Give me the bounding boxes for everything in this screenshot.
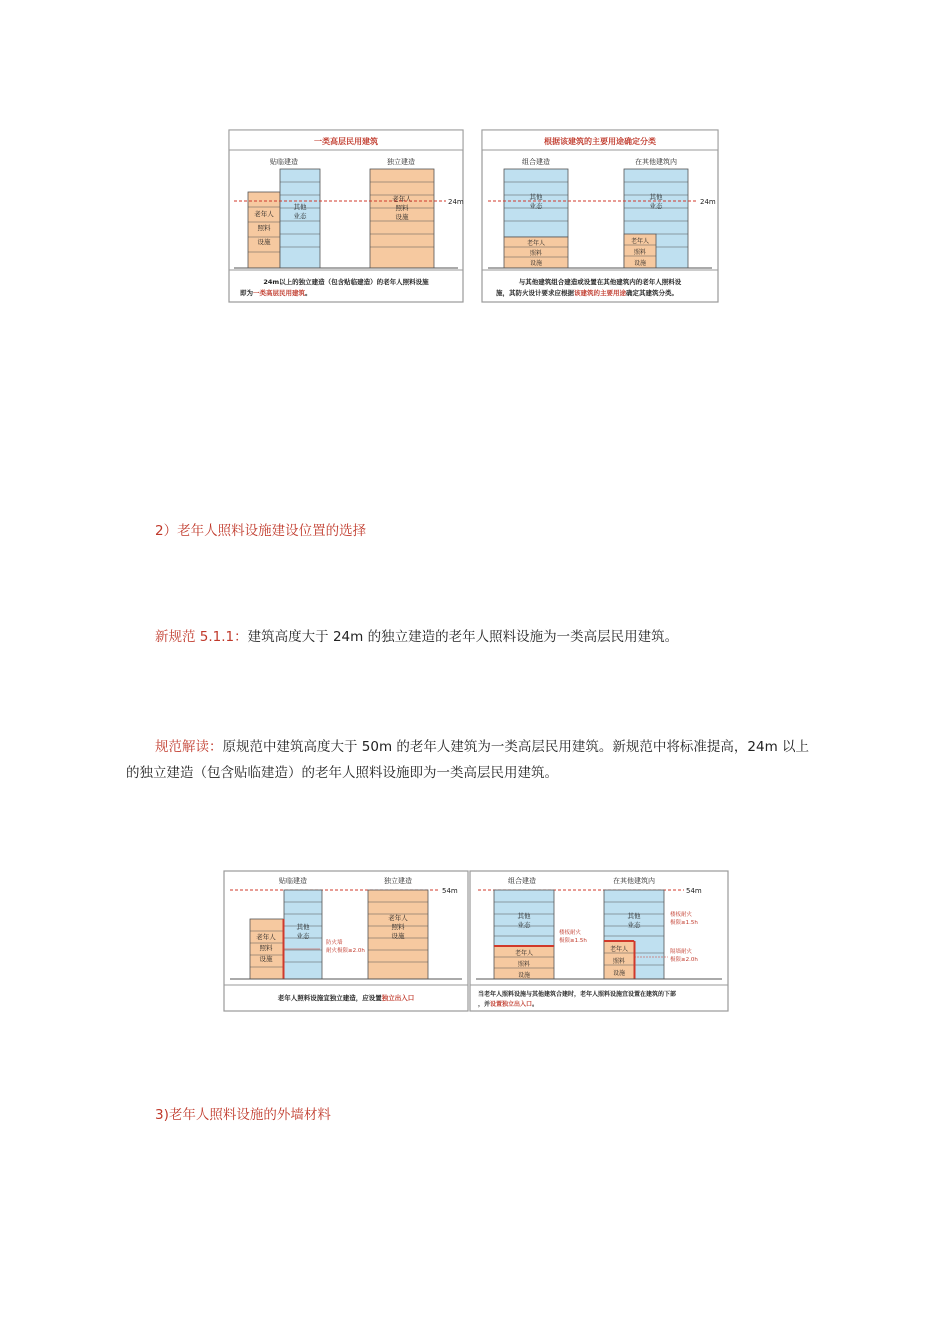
fig1-left-caption-1: 24m以上的独立建造（包含贴临建造）的老年人照料设施: [263, 278, 429, 286]
svg-text:照料: 照料: [612, 958, 626, 965]
svg-text:业态: 业态: [627, 921, 641, 929]
fig2-left-col2-label: 独立建造: [384, 877, 412, 885]
svg-text:其他: 其他: [529, 193, 543, 201]
svg-text:照料: 照料: [529, 250, 543, 257]
svg-text:业态: 业态: [293, 212, 307, 220]
section-2-heading: 2）老年人照料设施建设位置的选择: [155, 523, 367, 539]
fig1-right-col2-label: 在其他建筑内: [635, 158, 677, 166]
fig2-left-other-building: [284, 890, 322, 979]
svg-text:设施: 设施: [612, 970, 626, 977]
fig2-left-height-mark: 54m: [442, 887, 458, 895]
svg-text:老年人: 老年人: [514, 950, 534, 957]
interp-label: 规范解读：: [155, 739, 223, 755]
rule-5-1-1: [155, 624, 678, 650]
svg-text:设施: 设施: [517, 972, 531, 979]
fig1-left-other-building: [280, 169, 320, 268]
svg-text:老年人: 老年人: [609, 946, 629, 953]
fig1-left-height-mark: 24m: [448, 198, 464, 206]
svg-text:老年人: 老年人: [254, 210, 274, 218]
fig1-right-caption-2: 施，其防火设计要求应根据该建筑的主要用途确定其建筑分类。: [496, 289, 678, 297]
svg-text:设施: 设施: [257, 238, 271, 246]
interp-line-2: 的独立建造（包含贴临建造）的老年人照料设施即为一类高层民用建筑。: [126, 765, 558, 781]
svg-text:其他: 其他: [649, 193, 663, 201]
fig2-left-wall-note-1: 防火墙: [326, 940, 343, 946]
fig1-left-col2-label: 独立建造: [387, 158, 415, 166]
svg-text:设施: 设施: [633, 260, 647, 267]
svg-text:其他: 其他: [627, 912, 641, 920]
fig2-right-height-mark: 54m: [686, 887, 702, 895]
fig1-left-elder-building: [248, 192, 280, 268]
fig2-right-caption-1: 当老年人照料设施与其他建筑合建时，老年人照料设施宜设置在建筑的下部: [478, 991, 677, 998]
svg-text:业态: 业态: [649, 202, 663, 210]
svg-text:设施: 设施: [259, 955, 273, 963]
fig2-right-wall-note-2: 极限≥2.0h: [670, 957, 698, 963]
fig1-right-combined-building: [504, 169, 568, 268]
fig2-left-caption: 老年人照料设施宜独立建造，应设置独立出入口: [277, 994, 415, 1002]
svg-text:老年人: 老年人: [388, 914, 408, 922]
fig1-right-col1-label: 组合建造: [522, 158, 550, 166]
svg-text:老年人: 老年人: [256, 933, 276, 941]
svg-text:设施: 设施: [391, 932, 405, 940]
fig2-right-col1-label: 组合建造: [508, 877, 536, 885]
fig1-left-caption-2: 即为一类高层民用建筑。: [240, 289, 312, 297]
svg-text:其他: 其他: [517, 912, 531, 920]
svg-text:其他: 其他: [296, 923, 310, 931]
svg-text:业态: 业态: [529, 202, 543, 210]
svg-text:照料: 照料: [395, 204, 409, 212]
svg-text:照料: 照料: [517, 961, 531, 968]
fig1-right-caption-1: 与其他建筑组合建造或设置在其他建筑内的老年人照料设: [518, 278, 682, 286]
fig2-left-wall-note-2: 耐火极限≥2.0h: [326, 948, 365, 954]
figure-2: [222, 869, 732, 1013]
fig1-right-inside-building: [624, 169, 688, 268]
svg-text:设施: 设施: [395, 213, 409, 221]
fig2-left-independent-building: [368, 890, 428, 979]
svg-text:老年人: 老年人: [392, 195, 412, 203]
fig1-right-height-mark: 24m: [700, 198, 716, 206]
fig2-left-col1-label: 贴临建造: [279, 877, 307, 885]
fig1-left-title: 一类高层民用建筑: [314, 137, 378, 146]
fig2-right-floor-note2-1: 楼板耐火: [670, 912, 693, 918]
rule-text: 建筑高度大于 24m 的独立建造的老年人照料设施为一类高层民用建筑。: [247, 629, 679, 645]
svg-text:照料: 照料: [391, 923, 405, 931]
svg-text:其他: 其他: [293, 203, 307, 211]
svg-text:老年人: 老年人: [630, 238, 650, 245]
svg-text:老年人: 老年人: [526, 240, 546, 247]
fig1-left-col1-label: 贴临建造: [270, 158, 298, 166]
svg-text:业态: 业态: [517, 921, 531, 929]
svg-text:照料: 照料: [259, 944, 273, 952]
fig2-right-floor-note-1: 楼板耐火: [559, 930, 582, 936]
fig2-right-wall-note-1: 隔墙耐火: [670, 949, 693, 955]
section-3-heading: 3)老年人照料设施的外墙材料: [155, 1107, 331, 1123]
rule-label: 新规范 5.1.1：: [155, 629, 248, 645]
svg-text:照料: 照料: [633, 249, 647, 256]
interp-line-1: 原规范中建筑高度大于 50m 的老年人建筑为一类高层民用建筑。新规范中将标准提高，24m 以上: [222, 739, 810, 755]
fig2-right-combined-building: [494, 890, 554, 979]
svg-text:业态: 业态: [296, 932, 310, 940]
svg-text:照料: 照料: [257, 224, 271, 232]
fig2-left-elder-building: [250, 919, 283, 979]
svg-text:设施: 设施: [529, 260, 543, 267]
figure-1: [226, 127, 722, 305]
fig2-right-col2-label: 在其他建筑内: [613, 877, 655, 885]
fig2-right-floor-note2-2: 极限≥1.5h: [670, 920, 698, 926]
fig2-right-floor-note-2: 极限≥1.5h: [559, 938, 587, 944]
fig1-left-independent-building: [370, 169, 434, 268]
interpretation-paragraph: [126, 734, 826, 786]
fig2-right-caption-2: ，并设置独立出入口。: [478, 1001, 539, 1008]
fig1-right-title: 根据该建筑的主要用途确定分类: [544, 137, 656, 146]
